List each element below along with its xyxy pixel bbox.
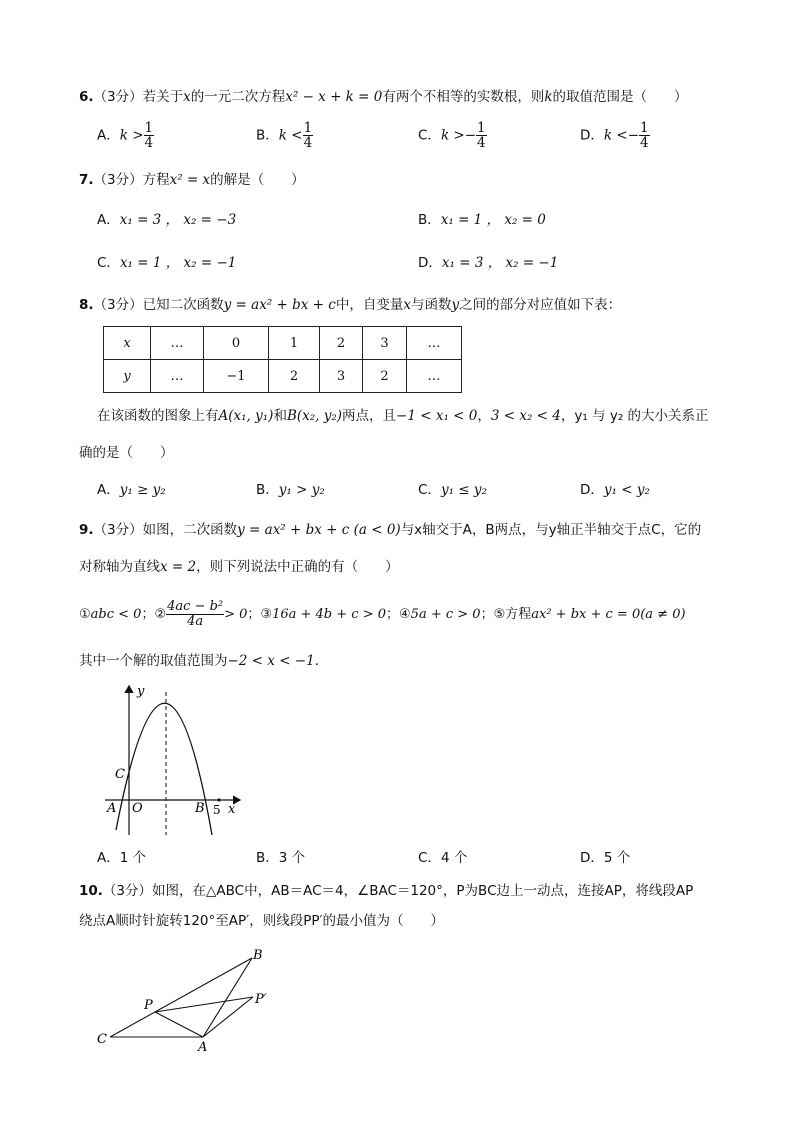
table-cell: … [407, 327, 462, 360]
table-cell: y [104, 360, 151, 393]
vertex-a-label: A [198, 1040, 208, 1055]
q7-option-d[interactable]: D．x₁ = 3 ， x₂ = −1 [418, 255, 559, 271]
segment-pp [155, 997, 253, 1012]
segment-pa [155, 1012, 203, 1037]
point-p-label: P [144, 998, 153, 1013]
q6-option-d[interactable]: D．k <− $\frac{1}{4}$ [580, 120, 649, 151]
q8-option-c[interactable]: C．y₁ ≤ y₂ [418, 482, 487, 498]
q9-statements-2: 其中一个解的取值范围为−2 < x < −1． [79, 653, 329, 669]
q7-option-b[interactable]: B．x₁ = 1 ， x₂ = 0 [418, 212, 546, 228]
tick-5-label: 5 [213, 803, 221, 817]
point-a-label: A [107, 801, 117, 816]
triangle-figure [92, 945, 282, 1055]
q7-option-c[interactable]: C．x₁ = 1 ， x₂ = −1 [97, 255, 237, 271]
question-10-stem-2: 绕点A顺时针旋转120°至AP′，则线段PP′的最小值为（ ） [79, 913, 445, 929]
question-9-stem: 9.（3分）如图，二次函数y = ax² + bx + c (a < 0)与x轴交于A，B两点，与y轴正半轴交于点C，它的 [79, 522, 702, 538]
q8-condition-line-2: 确的是（ ） [79, 445, 174, 461]
point-b-label: B [195, 801, 205, 816]
table-cell: … [407, 360, 462, 393]
x-label: x [228, 802, 236, 817]
table-cell: x [104, 327, 151, 360]
fraction: $\frac{\text{4ac − b²}}{4a}$ [167, 599, 224, 629]
q8-option-b[interactable]: B．y₁ > y₂ [256, 482, 325, 498]
table-cell: 1 [269, 327, 320, 360]
vertex-b-label: B [253, 948, 263, 963]
table-cell: 2 [269, 360, 320, 393]
q9-statements: ①abc < 0；② $\frac{\text{4ac − b²}}{4a}$ > 0；③16a + 4b + c > 0；④5a + c > 0；⑤方程ax² + bx + c = 0(a ≠ 0) [79, 599, 686, 629]
fraction: $\frac{1}{4}$ [303, 120, 313, 151]
parabola-figure [100, 680, 250, 840]
table-cell: 3 [363, 327, 407, 360]
y-label: y [137, 684, 145, 699]
tick-5 [217, 798, 220, 801]
q9-option-a[interactable]: A．1 个 [97, 850, 147, 866]
q8-condition-line: 在该函数的图象上有A(x₁, y₁)和B(x₂, y₂)两点，且−1 < x₁ < 0，3 < x₂ < 4，y₁ 与 y₂ 的大小关系正 [97, 408, 709, 424]
table-cell: 2 [320, 327, 363, 360]
point-p-prime-label: P′ [255, 992, 267, 1007]
q8-option-d[interactable]: D．y₁ < y₂ [580, 482, 650, 498]
value-table [103, 326, 462, 393]
table-cell: 2 [363, 360, 407, 393]
table-cell: … [151, 327, 204, 360]
q7-option-a[interactable]: A．x₁ = 3 ， x₂ = −3 [97, 212, 237, 228]
question-8-stem: 8.（3分）已知二次函数y = ax² + bx + c中，自变量x与函数y之间的部分对应值如下表： [79, 297, 622, 313]
q9-option-c[interactable]: C．4 个 [418, 850, 468, 866]
q9-option-d[interactable]: D．5 个 [580, 850, 631, 866]
fraction: $\frac{1}{4}$ [477, 120, 486, 151]
question-9-stem-2: 对称轴为直线x = 2，则下列说法中正确的有（ ） [79, 559, 399, 575]
fraction: $\frac{1}{4}$ [640, 120, 649, 151]
segment-ab [203, 958, 252, 1037]
table-cell: 0 [204, 327, 269, 360]
table-cell: −1 [204, 360, 269, 393]
question-10-stem: 10.（3分）如图，在△ABC中，AB＝AC＝4，∠BAC＝120°，P为BC边上一动点，连接AP，将线段AP [79, 883, 694, 899]
point-c-label: C [115, 767, 125, 782]
q6-option-b[interactable]: B．k < $\frac{1}{4}$ [256, 120, 313, 151]
q9-option-b[interactable]: B．3 个 [256, 850, 306, 866]
vertex-c-label: C [97, 1032, 107, 1047]
table-cell: 3 [320, 360, 363, 393]
q6-option-a[interactable]: A．k > $\frac{1}{4}$ [97, 120, 154, 151]
table-cell: … [151, 360, 204, 393]
question-6-stem: 6.（3分）若关于x的一元二次方程x² − x + k = 0有两个不相等的实数根，则k的取值范围是（ ） [79, 89, 688, 105]
q6-option-c[interactable]: C．k >− $\frac{1}{4}$ [418, 120, 486, 151]
q8-option-a[interactable]: A．y₁ ≥ y₂ [97, 482, 166, 498]
question-7-stem: 7.（3分）方程x² = x的解是（ ） [79, 172, 305, 188]
origin-label: O [132, 801, 143, 816]
fraction: $\frac{1}{4}$ [144, 120, 154, 151]
table-row [104, 360, 462, 393]
table-row [104, 327, 462, 360]
